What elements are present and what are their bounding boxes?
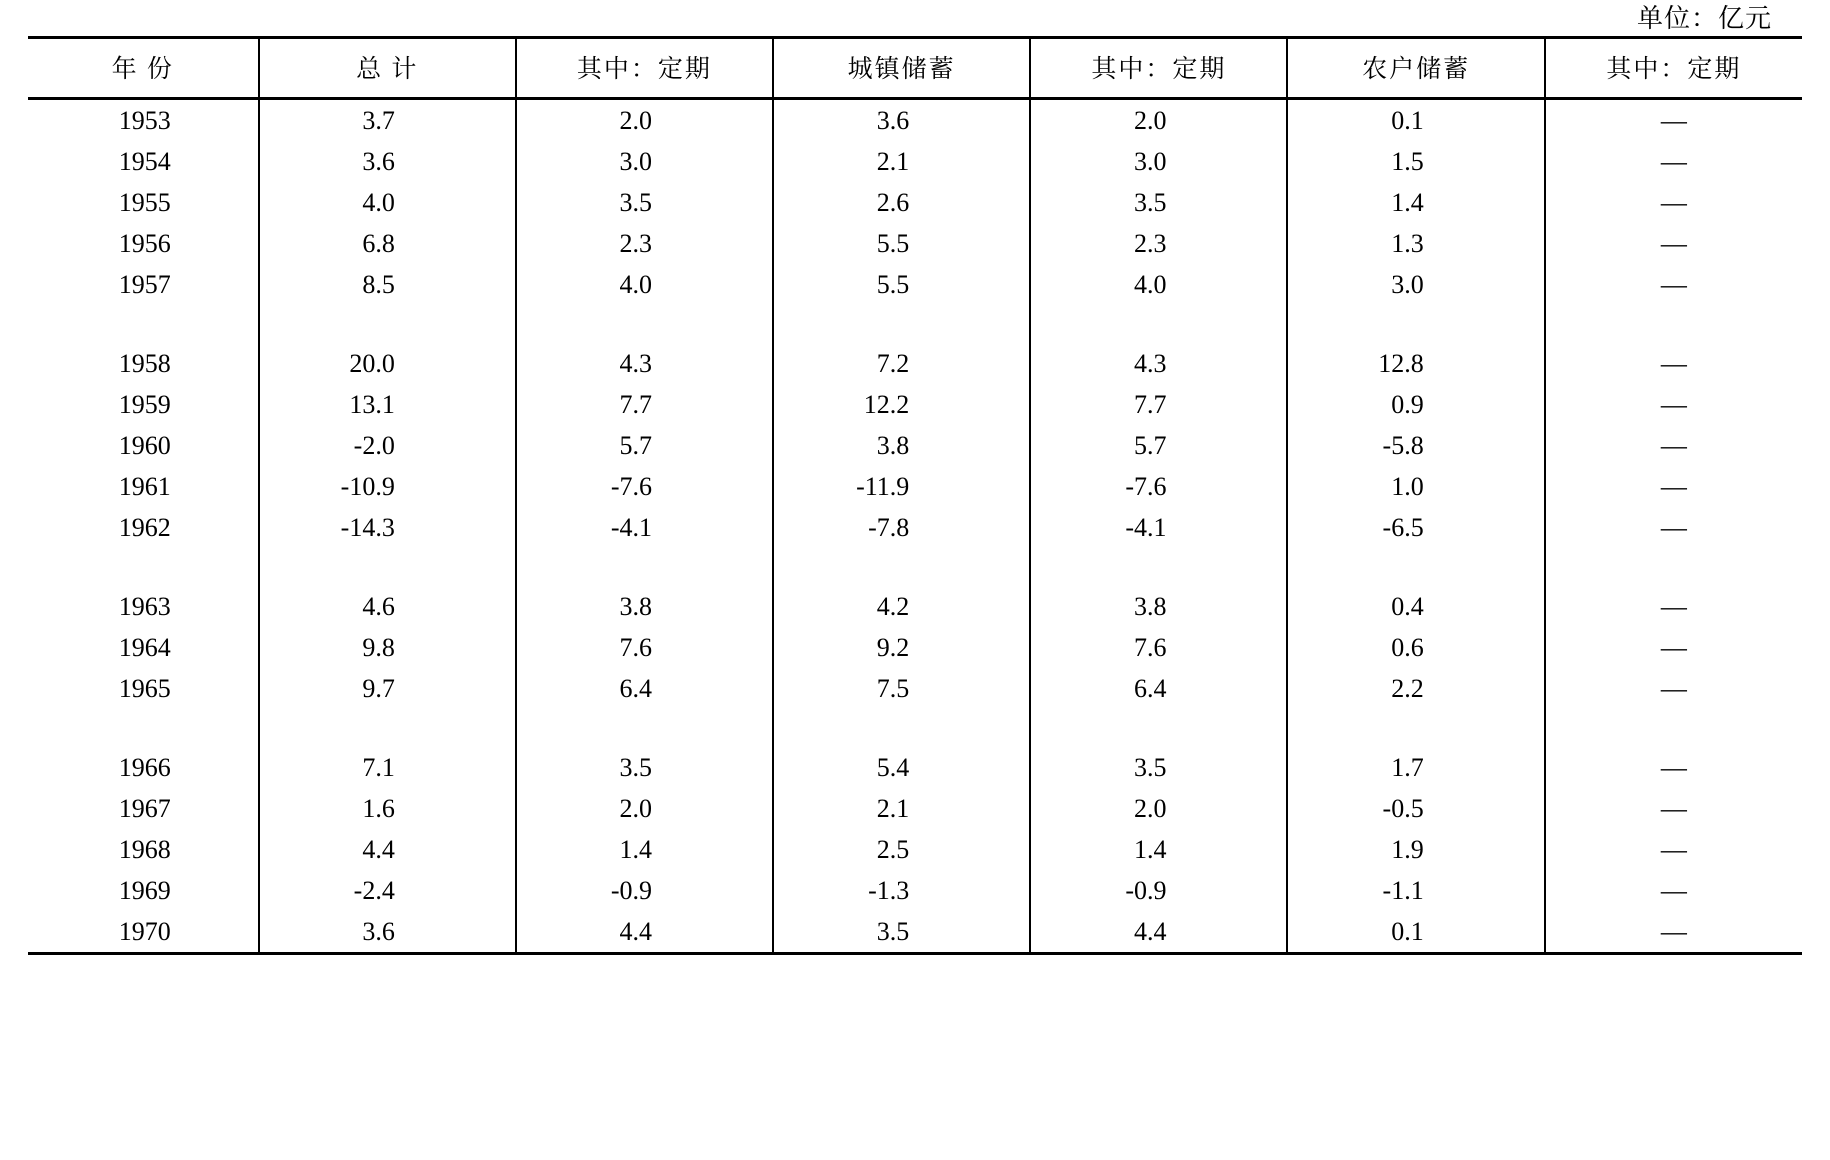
cell-rural-fixed: — [1660, 673, 1687, 703]
table-row [28, 384, 1802, 425]
cell-rural: 0.1 [1287, 99, 1544, 142]
table-row [28, 829, 1802, 870]
cell-rural: 2.2 [1287, 668, 1544, 709]
cell-year: 1970 [28, 911, 259, 954]
row-spacer [28, 709, 1802, 747]
cell-urban-fixed: 3.8 [1030, 586, 1287, 627]
cell-total: 3.7 [259, 99, 516, 142]
cell-urban: 7.5 [773, 668, 1030, 709]
column-header-total: 总 计 [259, 38, 516, 99]
cell-year: 1961 [28, 466, 259, 507]
cell-rural: 1.9 [1287, 829, 1544, 870]
cell-year: 1956 [28, 223, 259, 264]
cell-year: 1960 [28, 425, 259, 466]
cell-year: 1959 [28, 384, 259, 425]
table-row [28, 911, 1802, 954]
cell-urban: -1.3 [773, 870, 1030, 911]
cell-rural: 0.4 [1287, 586, 1544, 627]
cell-urban: 7.2 [773, 343, 1030, 384]
cell-urban: -7.8 [773, 507, 1030, 548]
cell-year: 1965 [28, 668, 259, 709]
cell-urban-fixed: 7.7 [1030, 384, 1287, 425]
table-row [28, 788, 1802, 829]
cell-urban-fixed: 2.0 [1030, 788, 1287, 829]
cell-urban-fixed: 6.4 [1030, 668, 1287, 709]
cell-rural-fixed: — [1660, 228, 1687, 258]
cell-urban: 3.8 [773, 425, 1030, 466]
cell-total: 9.8 [259, 627, 516, 668]
cell-total-fixed: 3.8 [516, 586, 773, 627]
cell-rural: 3.0 [1287, 264, 1544, 305]
row-spacer [28, 305, 1802, 343]
cell-total-fixed: 4.3 [516, 343, 773, 384]
cell-total: 4.6 [259, 586, 516, 627]
cell-rural: 1.7 [1287, 747, 1544, 788]
column-header-rural: 农户储蓄 [1287, 38, 1544, 99]
cell-urban: 3.5 [773, 911, 1030, 954]
cell-total: -10.9 [259, 466, 516, 507]
cell-year: 1957 [28, 264, 259, 305]
cell-rural: 12.8 [1287, 343, 1544, 384]
table-row [28, 141, 1802, 182]
column-header-year: 年 份 [28, 38, 259, 99]
cell-year: 1962 [28, 507, 259, 548]
cell-urban: 3.6 [773, 99, 1030, 142]
cell-total-fixed: 2.0 [516, 788, 773, 829]
cell-total-fixed: 6.4 [516, 668, 773, 709]
cell-year: 1953 [28, 99, 259, 142]
cell-year: 1966 [28, 747, 259, 788]
unit-note: 单位：亿元 [1636, 4, 1772, 33]
cell-total-fixed: 1.4 [516, 829, 773, 870]
cell-rural-fixed: — [1660, 834, 1687, 864]
table-row [28, 466, 1802, 507]
cell-total: 8.5 [259, 264, 516, 305]
table-row [28, 343, 1802, 384]
cell-total: 7.1 [259, 747, 516, 788]
cell-year: 1964 [28, 627, 259, 668]
cell-urban: 5.4 [773, 747, 1030, 788]
cell-year: 1955 [28, 182, 259, 223]
cell-rural-fixed: — [1660, 591, 1687, 621]
table-row [28, 668, 1802, 709]
cell-urban-fixed: 4.4 [1030, 911, 1287, 954]
cell-urban-fixed: 5.7 [1030, 425, 1287, 466]
cell-urban: 2.1 [773, 141, 1030, 182]
table-row [28, 223, 1802, 264]
cell-total-fixed: 2.3 [516, 223, 773, 264]
cell-urban: 9.2 [773, 627, 1030, 668]
cell-rural-fixed: — [1660, 389, 1687, 419]
cell-rural-fixed: — [1660, 146, 1687, 176]
cell-urban-fixed: 1.4 [1030, 829, 1287, 870]
cell-total: 1.6 [259, 788, 516, 829]
cell-rural-fixed: — [1660, 348, 1687, 378]
table-row [28, 182, 1802, 223]
cell-total-fixed: 7.7 [516, 384, 773, 425]
cell-total: -14.3 [259, 507, 516, 548]
savings-table [28, 36, 1802, 955]
cell-rural: 1.4 [1287, 182, 1544, 223]
cell-rural: 0.1 [1287, 911, 1544, 954]
column-header-rural-fixed: 其中：定期 [1606, 56, 1742, 83]
table-row [28, 99, 1802, 142]
cell-urban: 4.2 [773, 586, 1030, 627]
table-body [28, 99, 1802, 954]
cell-urban-fixed: 2.0 [1030, 99, 1287, 142]
cell-rural-fixed: — [1545, 911, 1802, 954]
table-row [28, 870, 1802, 911]
cell-rural: 1.3 [1287, 223, 1544, 264]
table-row [28, 747, 1802, 788]
row-spacer [28, 548, 1802, 586]
cell-rural-fixed: — [1660, 875, 1687, 905]
cell-total: 6.8 [259, 223, 516, 264]
cell-rural: 1.0 [1287, 466, 1544, 507]
cell-year: 1954 [28, 141, 259, 182]
cell-year: 1968 [28, 829, 259, 870]
cell-rural: -1.1 [1287, 870, 1544, 911]
cell-rural-fixed: — [1660, 752, 1687, 782]
cell-urban-fixed: 3.5 [1030, 747, 1287, 788]
table-row [28, 586, 1802, 627]
cell-total: -2.0 [259, 425, 516, 466]
column-header-urban-fixed: 其中：定期 [1030, 38, 1287, 99]
cell-rural-fixed: — [1660, 512, 1687, 542]
cell-urban-fixed: -7.6 [1030, 466, 1287, 507]
table-header [28, 38, 1802, 99]
cell-total-fixed: 5.7 [516, 425, 773, 466]
cell-urban: 12.2 [773, 384, 1030, 425]
table-row [28, 425, 1802, 466]
cell-rural-fixed: — [1660, 187, 1687, 217]
cell-rural-fixed: — [1660, 430, 1687, 460]
cell-rural: -6.5 [1287, 507, 1544, 548]
cell-total-fixed: 4.0 [516, 264, 773, 305]
cell-urban-fixed: 4.3 [1030, 343, 1287, 384]
cell-urban-fixed: 4.0 [1030, 264, 1287, 305]
cell-rural-fixed: — [1660, 632, 1687, 662]
cell-total-fixed: -7.6 [516, 466, 773, 507]
cell-rural-fixed: — [1660, 793, 1687, 823]
cell-rural: -0.5 [1287, 788, 1544, 829]
cell-urban: 5.5 [773, 264, 1030, 305]
cell-urban: 2.6 [773, 182, 1030, 223]
cell-year: 1963 [28, 586, 259, 627]
cell-total-fixed: -0.9 [516, 870, 773, 911]
cell-rural: 0.9 [1287, 384, 1544, 425]
cell-total: 9.7 [259, 668, 516, 709]
cell-rural-fixed: — [1660, 105, 1687, 135]
table-row [28, 264, 1802, 305]
cell-total-fixed: 3.5 [516, 182, 773, 223]
cell-rural: -5.8 [1287, 425, 1544, 466]
cell-rural: 1.5 [1287, 141, 1544, 182]
cell-urban-fixed: 2.3 [1030, 223, 1287, 264]
cell-total-fixed: 7.6 [516, 627, 773, 668]
cell-total-fixed: 3.5 [516, 747, 773, 788]
cell-urban-fixed: 7.6 [1030, 627, 1287, 668]
cell-total-fixed: 4.4 [516, 911, 773, 954]
cell-total: 13.1 [259, 384, 516, 425]
cell-urban-fixed: 3.5 [1030, 182, 1287, 223]
cell-urban: 5.5 [773, 223, 1030, 264]
column-header-urban: 城镇储蓄 [773, 38, 1030, 99]
table-row [28, 507, 1802, 548]
cell-total-fixed: 3.0 [516, 141, 773, 182]
cell-total: -2.4 [259, 870, 516, 911]
cell-urban-fixed: -4.1 [1030, 507, 1287, 548]
cell-rural: 0.6 [1287, 627, 1544, 668]
column-header-total-fixed: 其中：定期 [516, 38, 773, 99]
cell-total-fixed: 2.0 [516, 99, 773, 142]
cell-year: 1969 [28, 870, 259, 911]
cell-year: 1967 [28, 788, 259, 829]
cell-urban-fixed: -0.9 [1030, 870, 1287, 911]
cell-urban-fixed: 3.0 [1030, 141, 1287, 182]
cell-total: 4.0 [259, 182, 516, 223]
cell-urban: -11.9 [773, 466, 1030, 507]
cell-total: 20.0 [259, 343, 516, 384]
cell-total-fixed: -4.1 [516, 507, 773, 548]
cell-urban: 2.1 [773, 788, 1030, 829]
table-row [28, 627, 1802, 668]
cell-rural-fixed: — [1660, 471, 1687, 501]
cell-total: 3.6 [259, 911, 516, 954]
cell-urban: 2.5 [773, 829, 1030, 870]
cell-total: 3.6 [259, 141, 516, 182]
cell-rural-fixed: — [1660, 269, 1687, 299]
cell-year: 1958 [28, 343, 259, 384]
cell-total: 4.4 [259, 829, 516, 870]
